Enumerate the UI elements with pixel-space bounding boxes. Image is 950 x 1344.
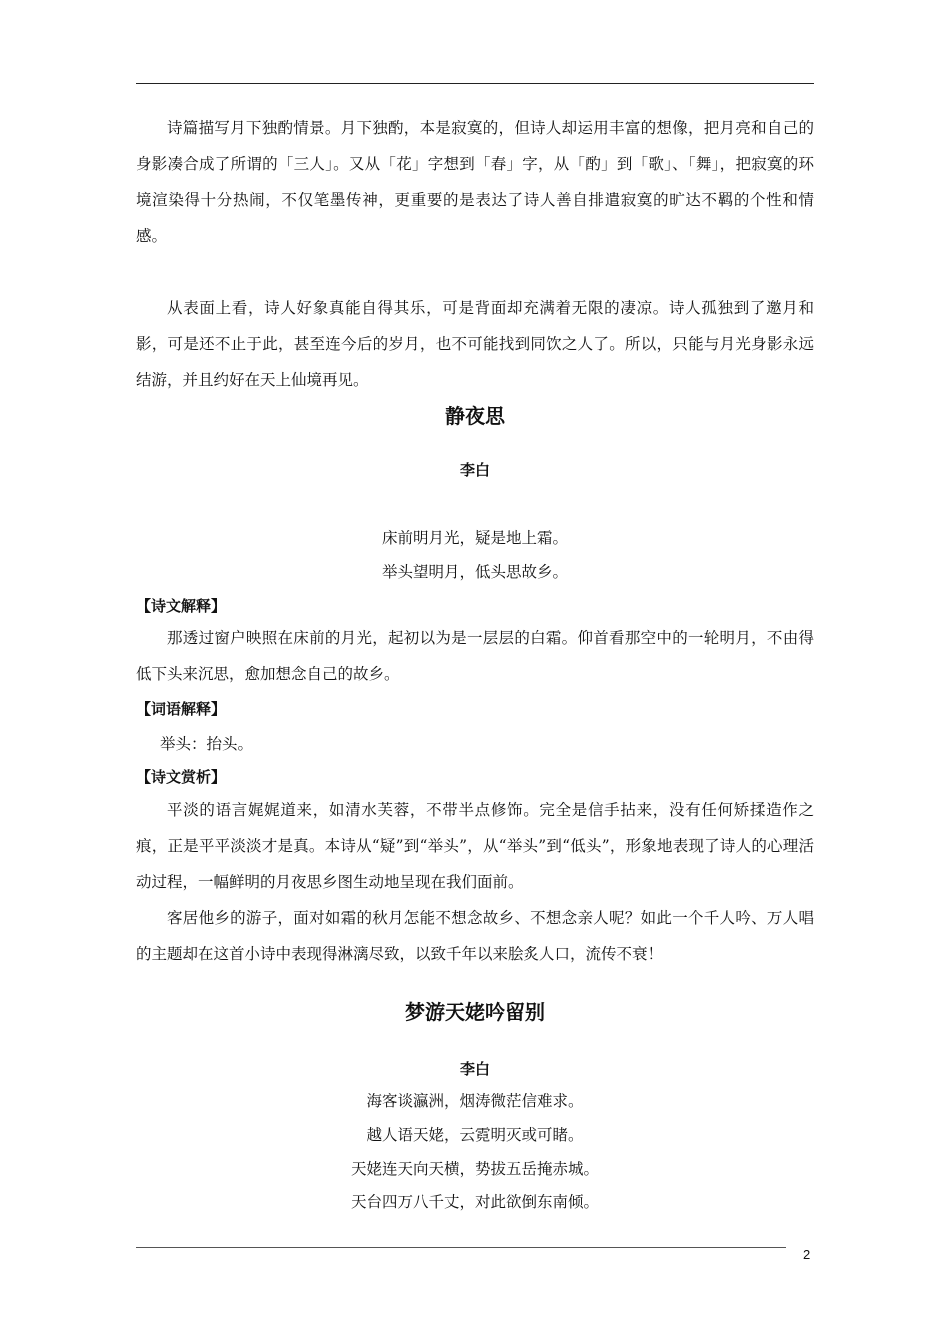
words-paragraph: 举头：抬头。 (160, 735, 254, 753)
explanation-paragraph: 那透过窗户映照在床前的月光，起初以为是一层层的白霜。仰首看那空中的一轮明月，不由得低下头来沉思，愈加想念自己的故乡。 (136, 629, 814, 683)
poem-author: 李白 (459, 1060, 490, 1078)
appreciation-paragraph-1: 平淡的语言娓娓道来，如清水芙蓉，不带半点修饰。完全是信手拈来，没有任何矫揉造作之痕，正是平平淡淡才是真。本诗从“疑”到“举头”，从“举头”到“低头”，形象地表现了诗人的心理活动过程，一幅鲜明的月夜思乡图生动地呈现在我们面前。 (136, 801, 814, 891)
page-number: 2 (803, 1247, 811, 1262)
poem-line: 天姥连天向天横，势拔五岳掩赤城。 (350, 1160, 599, 1178)
header-rule (136, 83, 814, 84)
poem-line: 天台四万八千丈，对此欲倒东南倾。 (350, 1193, 599, 1211)
poem-line: 床前明月光，疑是地上霜。 (381, 529, 568, 547)
poem-title: 梦游天姥吟留别 (405, 1000, 545, 1024)
footer-rule (136, 1247, 786, 1248)
poem-line: 海客谈瀛洲，烟涛微茫信难求。 (366, 1092, 584, 1110)
poem-title: 静夜思 (445, 404, 505, 428)
section-label-words: 【词语解释】 (136, 700, 227, 718)
section-label-explanation: 【诗文解释】 (136, 597, 227, 615)
intro-paragraph-1: 诗篇描写月下独酌情景。月下独酌，本是寂寞的，但诗人却运用丰富的想像，把月亮和自己的身影凑合成了所谓的「三人」。又从「花」字想到「春」字，从「酌」到「歌」、「舞」，把寂寞的环境渲染得十分热闹，不仅笔墨传神，更重要的是表达了诗人善自排遣寂寞的旷达不羁的个性和情感。 (136, 119, 814, 245)
intro-paragraph-2: 从表面上看，诗人好象真能自得其乐，可是背面却充满着无限的凄凉。诗人孤独到了邀月和影，可是还不止于此，甚至连今后的岁月，也不可能找到同饮之人了。所以，只能与月光身影永远结游，并且约好在天上仙境再见。 (136, 299, 814, 389)
poem-line: 举头望明月，低头思故乡。 (381, 563, 568, 581)
poem-author: 李白 (459, 461, 490, 479)
section-label-appreciation: 【诗文赏析】 (136, 768, 227, 786)
appreciation-paragraph-2: 客居他乡的游子，面对如霜的秋月怎能不想念故乡、不想念亲人呢？如此一个千人吟、万人唱的主题却在这首小诗中表现得淋漓尽致，以致千年以来脍炙人口，流传不衰！ (136, 909, 814, 963)
poem-line: 越人语天姥，云霓明灭或可睹。 (366, 1126, 584, 1144)
